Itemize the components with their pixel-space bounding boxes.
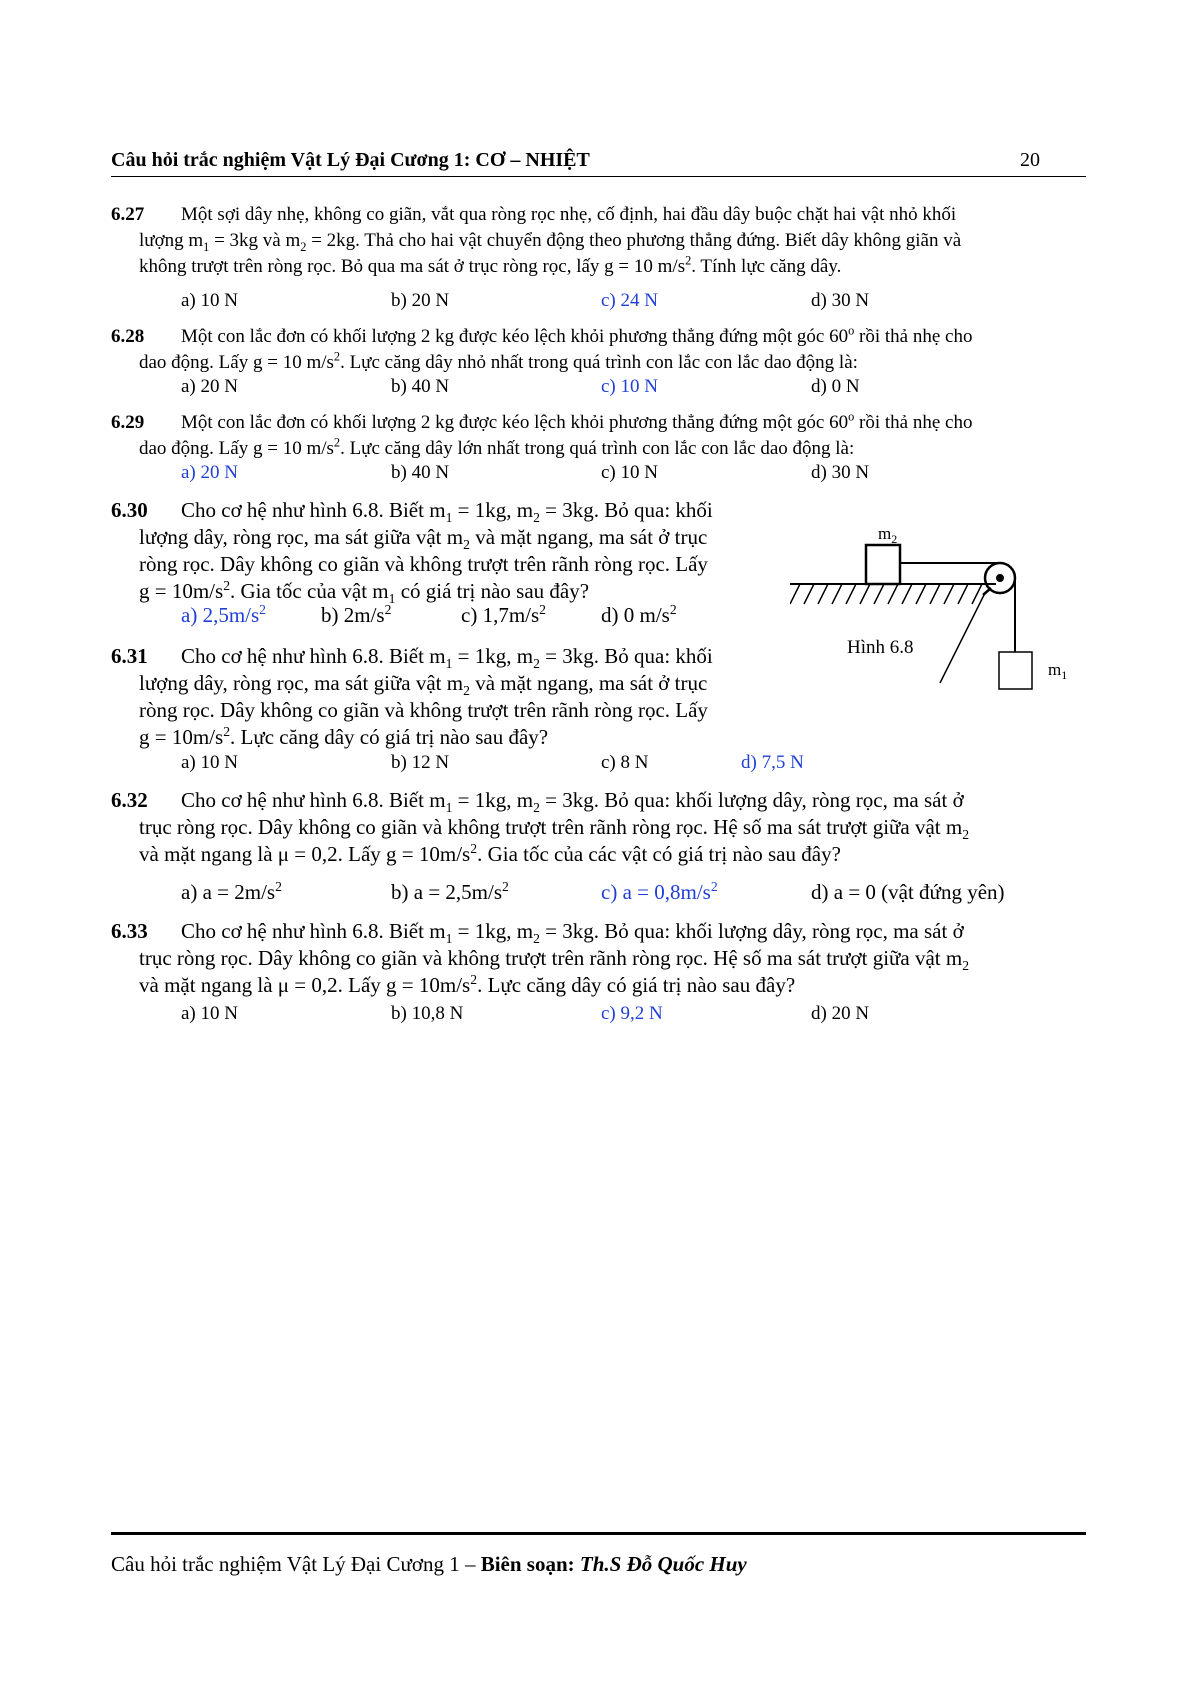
- m1-label: $m_1$: [1048, 660, 1068, 682]
- option-c: c) 10 N: [601, 462, 658, 483]
- option-b: b) 40 N: [391, 376, 450, 397]
- option-b: b) 40 N: [391, 462, 450, 483]
- question-6-31: 6.31 Cho cơ hệ như hình 6.8. Biết $m_1 = 1kg$, $m_2 = 3kg$. Bỏ qua: khối lượng dây, ròng rọc, ma sát giữa vật $m_2$ và mặt ngang, ma sát ở trục ròng rọc. Dây không co giãn và không trượt trên rãnh ròng rọc. Lấy $g = 10m/s^2$. Lực căng dây có giá trị nào sau đây?: [111, 644, 713, 749]
- option-d: d) 20 N: [811, 1003, 870, 1024]
- option-c-correct: c) 9,2 N: [601, 1003, 663, 1024]
- option-c: c) 8 N: [601, 752, 649, 773]
- option-c-correct: c) $a = 0,8m/s^2$: [601, 879, 718, 904]
- caption-pointer: [940, 593, 985, 683]
- option-b: b) 20 N: [391, 290, 450, 311]
- figure-caption: Hình 6.8: [847, 637, 914, 658]
- option-b: b) $a = 2,5m/s^2$: [391, 879, 509, 904]
- surface-hatch: [790, 584, 982, 604]
- option-d: d) a = 0 (vật đứng yên): [811, 880, 1005, 904]
- block-m1: [999, 652, 1032, 689]
- option-a: a) 10 N: [181, 290, 238, 311]
- option-d: d) 30 N: [811, 462, 870, 483]
- question-6-27: 6.27 Một sợi dây nhẹ, không co giãn, vắt qua ròng rọc nhẹ, cố định, hai đầu dây buộc chặt hai vật nhỏ khối lượng $m_1 = 3kg$ và $m_2 = 2kg$. Thả cho hai vật chuyển động theo phương thẳng đứng. Biết dây không giãn và không trượt trên ròng rọc. Bỏ qua ma sát ở trục ròng rọc, lấy g = 10 $m/s^2$. Tính lực căng dây.: [111, 204, 962, 277]
- option-a: a) 20 N: [181, 376, 238, 397]
- question-6-30: 6.30 Cho cơ hệ như hình 6.8. Biết $m_1 = 1kg$, $m_2 = 3kg$. Bỏ qua: khối lượng dây, ròng rọc, ma sát giữa vật $m_2$ và mặt ngang, ma sát ở trục ròng rọc. Dây không co giãn và không trượt trên rãnh ròng rọc. Lấy $g = 10m/s^2$. Gia tốc của vật $m_1$ có giá trị nào sau đây?: [111, 498, 713, 607]
- option-d-correct: d) 7,5 N: [741, 752, 804, 773]
- block-m2: [866, 545, 900, 584]
- question-number: 6.30: [111, 498, 148, 522]
- figure-6-8: [790, 515, 1090, 705]
- question-number: 6.32: [111, 788, 148, 812]
- option-c: c) $1,7m/s^2$: [461, 602, 546, 627]
- question-6-32: 6.32 Cho cơ hệ như hình 6.8. Biết $m_1 = 1kg$, $m_2 = 3kg$. Bỏ qua: khối lượng dây, ròng rọc, ma sát ở trục ròng rọc. Dây không co giãn và không trượt trên rãnh ròng rọc. Hệ số ma sát trượt giữa vật $m_2$ và mặt ngang là μ = 0,2. Lấy $g = 10m/s^2$. Gia tốc của các vật có giá trị nào sau đây?: [111, 788, 970, 866]
- question-number: 6.27: [111, 204, 145, 225]
- question-6-29: 6.29 Một con lắc đơn có khối lượng 2 kg được kéo lệch khỏi phương thẳng đứng một góc 60$^o$ rồi thả nhẹ cho dao động. Lấy g = 10 $m/s^2$. Lực căng dây lớn nhất trong quá trình con lắc con lắc dao động là:: [111, 409, 973, 459]
- page-footer: Câu hỏi trắc nghiệm Vật Lý Đại Cương 1 – Biên soạn: Th.S Đỗ Quốc Huy: [111, 1552, 747, 1576]
- option-d: d) 0 $m/s^2$: [601, 602, 677, 627]
- option-b: b) $2m/s^2$: [321, 602, 392, 627]
- option-a-correct: a) 20 N: [181, 462, 238, 483]
- option-b: b) 12 N: [391, 752, 450, 773]
- option-a-correct: a) $2,5m/s^2$: [181, 602, 266, 627]
- pulley-axle: [997, 575, 1003, 581]
- option-d: d) 0 N: [811, 376, 860, 397]
- header-rule: [111, 176, 1086, 177]
- option-c-correct: c) 24 N: [601, 290, 658, 311]
- footer-rule: [111, 1532, 1086, 1535]
- option-b: b) 10,8 N: [391, 1003, 464, 1024]
- option-a: a) $a = 2m/s^2$: [181, 879, 282, 904]
- question-6-28: 6.28 Một con lắc đơn có khối lượng 2 kg được kéo lệch khỏi phương thẳng đứng một góc 60$^o$ rồi thả nhẹ cho dao động. Lấy g = 10 $m/s^2$. Lực căng dây nhỏ nhất trong quá trình con lắc con lắc dao động là:: [111, 323, 973, 373]
- option-a: a) 10 N: [181, 752, 238, 773]
- question-number: 6.33: [111, 919, 148, 943]
- question-number: 6.31: [111, 644, 148, 668]
- page-header-title: Câu hỏi trắc nghiệm Vật Lý Đại Cương 1: CƠ – NHIỆT: [111, 149, 590, 171]
- option-c-correct: c) 10 N: [601, 376, 658, 397]
- option-d: d) 30 N: [811, 290, 870, 311]
- page-number: 20: [1020, 149, 1040, 171]
- question-number: 6.28: [111, 326, 145, 347]
- m2-label: $m_2$: [878, 524, 898, 546]
- option-a: a) 10 N: [181, 1003, 238, 1024]
- question-number: 6.29: [111, 412, 145, 433]
- question-6-33: 6.33 Cho cơ hệ như hình 6.8. Biết $m_1 = 1kg$, $m_2 = 3kg$. Bỏ qua: khối lượng dây, ròng rọc, ma sát ở trục ròng rọc. Dây không co giãn và không trượt trên rãnh ròng rọc. Hệ số ma sát trượt giữa vật $m_2$ và mặt ngang là μ = 0,2. Lấy $g = 10m/s^2$. Lực căng dây có giá trị nào sau đây?: [111, 919, 970, 997]
